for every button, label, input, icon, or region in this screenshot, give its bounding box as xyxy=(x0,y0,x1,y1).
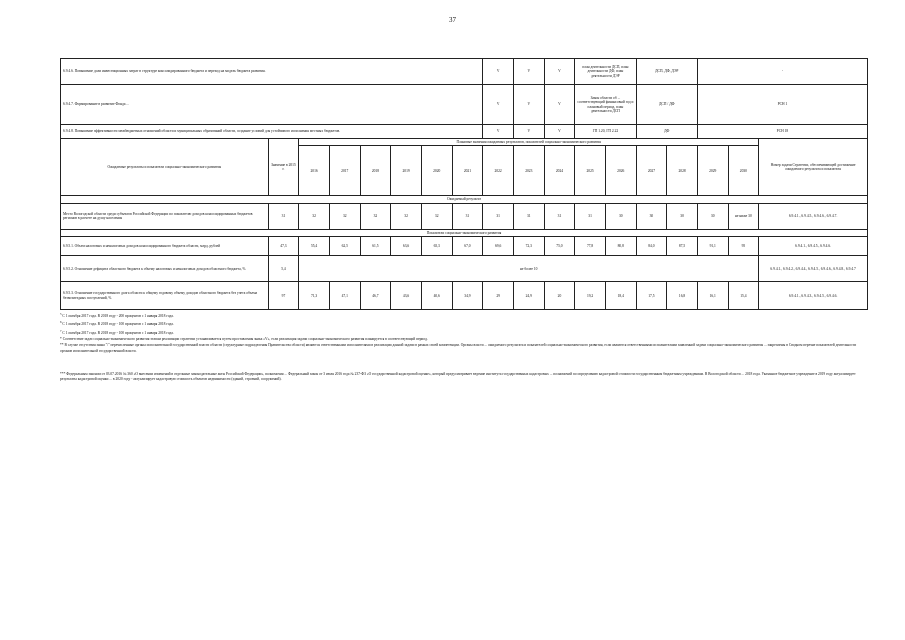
base-value: 31 xyxy=(268,203,299,229)
task-text: 6.9.4.7. Формирование в развитие Фонда ... xyxy=(61,85,483,125)
footnote-6-text: С 1 октября 2017 года. В 2018 году - 100 процентов с 1 января 2018 года. xyxy=(62,322,174,327)
year-value: 62,5 xyxy=(329,237,360,256)
base-value: 97 xyxy=(268,282,299,310)
task-numbers: 6.9.4.1., 6.9.4.5., 6.9.4.6. xyxy=(759,237,868,256)
year-value: 69,6 xyxy=(483,237,514,256)
year-value: 95 xyxy=(728,237,759,256)
indicator-label: 6.9.5.1. Объем налоговых и неналоговых доходов консолидированного бюджета области, млрд. рублей xyxy=(61,237,269,256)
task-row xyxy=(61,85,868,125)
stage-mark: V xyxy=(483,59,514,85)
year-value: 30 xyxy=(667,203,698,229)
note-star-2: ** В случае отсутствия знака "/" перечисленные органы исполнительной государственной власти области (структурные подразделения Правительства области) являются ответственными исполнителями в реализации данной задачи в рамках своей компетенции. Органы власти ... ожидаемого результата и показателей социально-экономического развития, если являются ответственными исполнителями заявленной задачи социально-экономического развития ... закреплены в Сводном перечне показателей деятельности органов исполнительной государственной власти. xyxy=(60,343,857,353)
year-header: 2027 xyxy=(636,146,667,196)
footnotes-block xyxy=(60,312,868,355)
year-value: 32 xyxy=(421,203,452,229)
section-row xyxy=(61,229,868,236)
year-value: 32 xyxy=(299,203,330,229)
task-numbers: 6.9.4.1., 6.9.4.2., 6.9.4.4., 6.9.4.5., 6.9.4.6., 6.9.4.8., 6.9.4.7 xyxy=(759,256,868,282)
merged-value: не более 10 xyxy=(299,256,759,282)
year-value: 17,5 xyxy=(636,282,667,310)
year-value: 31 xyxy=(544,203,575,229)
year-value: 77,8 xyxy=(575,237,606,256)
year-value: 18,4 xyxy=(605,282,636,310)
strategy-table xyxy=(60,58,868,310)
year-header: 2016 xyxy=(299,146,330,196)
year-value: 91,1 xyxy=(697,237,728,256)
year-value: 34,9 xyxy=(452,282,483,310)
year-value: 16,8 xyxy=(667,282,698,310)
footnote-6: $^6$ С 1 октября 2017 года. В 2018 году - 100 процентов с 1 января 2018 года. xyxy=(60,320,174,327)
year-value: 40,6 xyxy=(421,282,452,310)
footnote-7-text: С 1 октября 2017 года. В 2018 году - 100 процентов с 1 января 2018 года. xyxy=(62,330,174,335)
year-header: 2029 xyxy=(697,146,728,196)
year-header: 2022 xyxy=(483,146,514,196)
footnote-7: $^7$ С 1 октября 2017 года. В 2018 году - 100 процентов с 1 января 2018 года. xyxy=(60,328,174,335)
year-value: 63,6 xyxy=(391,237,422,256)
task-number: РСН 18 xyxy=(697,125,867,139)
section-row xyxy=(61,196,868,203)
note-star-3: *** Федеральным законом от 03.07.2016 № 360 «О внесении изменений в отдельные законодательные акты Российской Федерации», полномочия ... Федеральный закон от 3 июля 2016 года № 237-ФЗ «О государственной кадастровой оценке», который предусматривает ведение института государственных кадастровых ... полномочий по определению кадастровой стоимости государственным бюджетным учреждениям. В Вологодской области ... 2018 года. Указанное бюджетное учреждение в 2019 году актуализирует результаты кадастровой оценки ... в 2020 году - актуализирует кадастровую стоимость объектов недвижимости (зданий, строений, сооружений). xyxy=(60,372,856,382)
year-value: 46,7 xyxy=(360,282,391,310)
base-value: 47,3 xyxy=(268,237,299,256)
stage-mark: V xyxy=(513,59,544,85)
year-header: 2017 xyxy=(329,146,360,196)
indicator-label: 6.9.5.2. Отношение дефицита областного бюджета к объему налоговых и неналоговых доходов областного бюджета, % xyxy=(61,256,269,282)
task-responsible: ДСП / ДФ xyxy=(636,85,697,125)
task-number: - xyxy=(697,59,867,85)
year-value: 24,9 xyxy=(513,282,544,310)
task-number-header: Номер задачи Стратегии, обеспечивающей достижение ожидаемого результата и показателя xyxy=(759,139,868,196)
task-numbers: 6.9.4.1., 6.9.4.3., 6.9.4.5., 6.9.4.6. xyxy=(759,282,868,310)
task-owner: Закон области об ... соответствующий финансовый год и плановый период, план деятельности ДСП xyxy=(575,85,636,125)
year-value: 20 xyxy=(544,282,575,310)
task-owner: план деятельности ДСП, план деятельности ДФ, план деятельности ДЭР xyxy=(575,59,636,85)
year-value: 80,8 xyxy=(605,237,636,256)
year-header: 2025 xyxy=(575,146,606,196)
year-value: не ниже 30 xyxy=(728,203,759,229)
results-header: Ожидаемые результаты и показатели социально-экономического развития xyxy=(61,139,269,196)
year-value: 30 xyxy=(636,203,667,229)
year-value: 31 xyxy=(452,203,483,229)
base-value: 5,4 xyxy=(268,256,299,282)
indicator-label: 6.9.5.3. Отношение государственного долга области к общему годовому объему доходов областного бюджета без учета объема безвозмездных поступлений, % xyxy=(61,282,269,310)
note-star-1: * Соответствие задач социально-экономического развития этапам реализации стратегии устанавливается путем проставления знака «V», если реализация задачи социально-экономического развития планируется в соответствующий период. xyxy=(60,337,428,342)
year-value: 19,2 xyxy=(575,282,606,310)
table-row xyxy=(61,203,868,229)
task-responsible: ДСП, ДФ, ДЭР xyxy=(636,59,697,85)
task-text: 6.9.4.6. Повышение доли инвестиционных затрат в структуре консолидированного бюджета и переход на модель бюджета развития. xyxy=(61,59,483,85)
task-row xyxy=(61,125,868,139)
year-value: 61,5 xyxy=(360,237,391,256)
task-row xyxy=(61,59,868,85)
footnote-5: $^5$ С 1 октября 2017 года. В 2018 году - 200 процентов с 1 января 2018 года. xyxy=(60,312,174,319)
page-number: 37 xyxy=(449,16,456,24)
task-text: 6.9.4.8. Повышение эффективности межбюджетных отношений области и муниципальных образований области, создание условий для устойчивого исполнения местных бюджетов. xyxy=(61,125,483,139)
task-numbers: 6.9.4.1., 6.9.4.5., 6.9.4.6., 6.9.4.7. xyxy=(759,203,868,229)
expected-result-heading: Ожидаемый результат xyxy=(61,196,868,203)
table-row xyxy=(61,282,868,310)
year-header: 2018 xyxy=(360,146,391,196)
year-value: 30 xyxy=(697,203,728,229)
year-value: 72,3 xyxy=(513,237,544,256)
indicators-heading: Показатели социально-экономического развития xyxy=(61,229,868,236)
year-header: 2021 xyxy=(452,146,483,196)
table-row xyxy=(61,237,868,256)
year-value: 87,5 xyxy=(667,237,698,256)
federal-law-note xyxy=(60,372,868,383)
stage-mark: V xyxy=(544,85,575,125)
year-value: 32 xyxy=(391,203,422,229)
year-value: 43,6 xyxy=(391,282,422,310)
year-header: 2024 xyxy=(544,146,575,196)
year-header: 2023 xyxy=(513,146,544,196)
year-header: 2026 xyxy=(605,146,636,196)
indicator-label: Место Вологодской области среди субъектов Российской Федерации по показателю доходов консолидированных бюджетов регионов в расчете на душу населения xyxy=(61,203,269,229)
stage-mark: V xyxy=(544,59,575,85)
stage-mark: V xyxy=(483,125,514,139)
year-value: 71,3 xyxy=(299,282,330,310)
table-row xyxy=(61,256,868,282)
planned-header: Плановые значения ожидаемых результатов, показателей социально-экономического развития xyxy=(299,139,759,146)
year-value: 31 xyxy=(575,203,606,229)
stage-mark: V xyxy=(544,125,575,139)
year-value: 75,0 xyxy=(544,237,575,256)
stage-mark: V xyxy=(483,85,514,125)
year-value: 16,1 xyxy=(697,282,728,310)
stage-mark: V xyxy=(513,85,544,125)
year-value: 15,4 xyxy=(728,282,759,310)
year-value: 32 xyxy=(360,203,391,229)
year-value: 31 xyxy=(483,203,514,229)
year-value: 30 xyxy=(605,203,636,229)
year-value: 84,0 xyxy=(636,237,667,256)
year-value: 32 xyxy=(329,203,360,229)
task-responsible: ДФ xyxy=(636,125,697,139)
stage-mark: V xyxy=(513,125,544,139)
footnote-5-text: С 1 октября 2017 года. В 2018 году - 200 процентов с 1 января 2018 года. xyxy=(62,314,174,319)
year-value: 55,4 xyxy=(299,237,330,256)
year-header: 2019 xyxy=(391,146,422,196)
task-number: РСН 1 xyxy=(697,85,867,125)
base-year-header: Значение в 2015 г. xyxy=(268,139,299,196)
year-header: 2030 xyxy=(728,146,759,196)
year-value: 31 xyxy=(513,203,544,229)
task-owner: ГП 1.20, ГП 2.22 xyxy=(575,125,636,139)
header-row xyxy=(61,139,868,146)
year-header: 2028 xyxy=(667,146,698,196)
year-value: 29 xyxy=(483,282,514,310)
year-value: 47,1 xyxy=(329,282,360,310)
year-value: 67,0 xyxy=(452,237,483,256)
year-header: 2020 xyxy=(421,146,452,196)
year-value: 65,3 xyxy=(421,237,452,256)
